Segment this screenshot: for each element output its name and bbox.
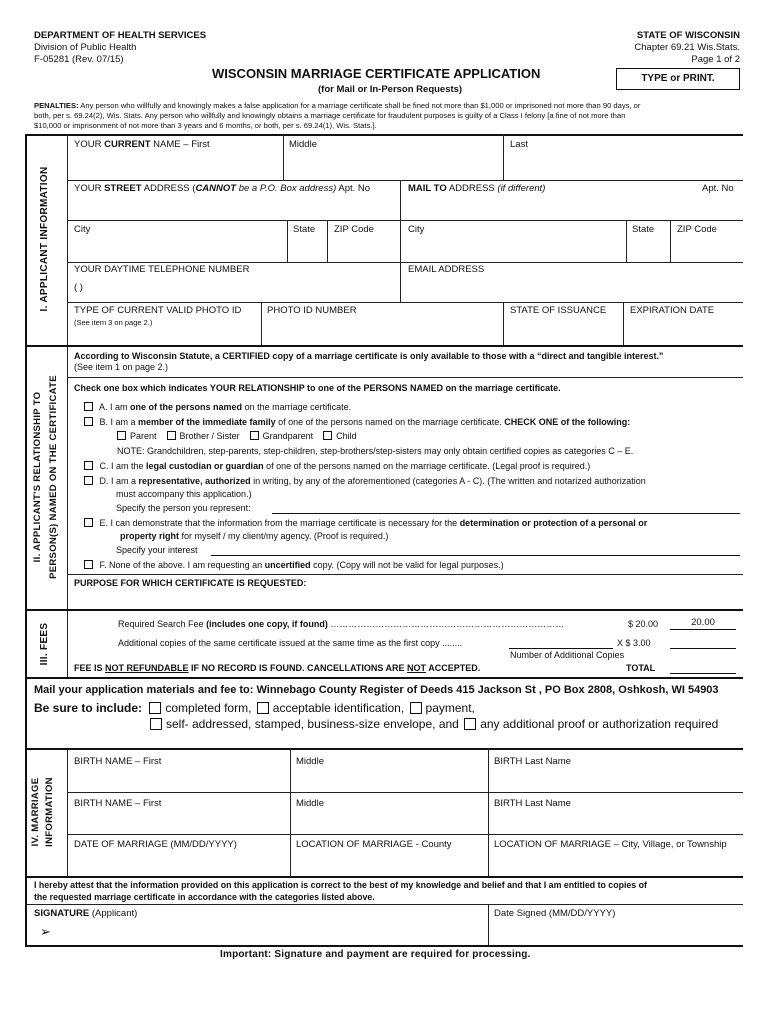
relationship-instruction: Check one box which indicates YOUR RELATIONSHIP to one of the PERSONS NAMED on the marriage certificate.: [74, 383, 561, 393]
option-b-checkbox[interactable]: [84, 417, 93, 426]
option-a-checkbox[interactable]: [84, 402, 93, 411]
section-4-label-2: INFORMATION: [44, 777, 55, 847]
option-d-row: [84, 476, 646, 486]
expiration-date-field[interactable]: [624, 318, 742, 344]
section-3-label: III. FEES: [39, 622, 50, 666]
additional-copies-label: Additional copies of the same certificate issued at the same time as the first copy ........: [118, 638, 463, 648]
option-a-row: [84, 402, 351, 412]
phone-field[interactable]: [68, 276, 398, 300]
signature-label: [34, 908, 137, 919]
phone-parens: ( ): [74, 282, 83, 293]
photo-id-note: (See item 3 on page 2.): [74, 318, 153, 327]
option-b-bold: member of the immediate family: [138, 417, 276, 427]
city-label: City: [74, 224, 91, 235]
mail-zip-label: ZIP Code: [677, 224, 717, 235]
birth-first-name-2-field[interactable]: [68, 810, 289, 832]
marriage-city-label: LOCATION OF MARRIAGE – City, Village, or Township: [494, 839, 727, 850]
payment-checkbox[interactable]: [410, 702, 422, 714]
photo-id-number-field[interactable]: [262, 318, 502, 344]
search-fee-total[interactable]: 20.00: [670, 617, 736, 630]
specify-interest-field[interactable]: [211, 554, 740, 556]
mail-to-address-field[interactable]: [402, 196, 742, 218]
current-name-field[interactable]: [68, 153, 742, 177]
option-e-bold: determination or protection of a personal or: [459, 518, 648, 528]
birth-first-name-1-label: BIRTH NAME – First: [74, 756, 162, 767]
birth-middle-name-2-field[interactable]: [291, 810, 487, 832]
street-prefix: YOUR: [74, 183, 105, 194]
street-address-label: [74, 183, 370, 194]
important-notice: Important: Signature and payment are required for processing.: [220, 949, 531, 960]
search-fee-pre: Required Search Fee: [118, 619, 207, 629]
birth-last-name-2-label: BIRTH Last Name: [494, 798, 571, 809]
mail-zip-field[interactable]: [671, 236, 742, 260]
option-d-bold: representative, authorized: [138, 476, 251, 486]
mail-city-field[interactable]: [402, 236, 625, 260]
include-row-1: [34, 701, 475, 715]
fee-pre: FEE IS: [74, 663, 106, 673]
form-subtitle: (for Mail or In-Person Requests): [318, 84, 463, 95]
option-e-row: [84, 518, 647, 528]
birth-last-name-2-field[interactable]: [489, 810, 742, 832]
specify-person-label: Specify the person you represent:: [116, 503, 251, 513]
include-row-2: [150, 717, 718, 731]
total-label: TOTAL: [626, 663, 656, 673]
photo-id-type-field[interactable]: [68, 328, 260, 344]
attestation-line-2: the requested marriage certificate in accordance with the categories listed above.: [34, 892, 375, 902]
option-f-pre: F. None of the above. I am requesting an: [99, 560, 265, 570]
mail-to-address-label: [408, 183, 545, 194]
option-b-pre: B. I am a: [99, 417, 139, 427]
penalties-text-2: both, per s. 69.24(2), Wis. Stats. Any person who willfully and knowingly obtains a marriage certificate for fraudulent purposes is guilty of a Class I felony [a fine of not more than: [34, 111, 626, 120]
option-e-line-2: [120, 531, 388, 541]
statute-text-1: According to Wisconsin Statute, a CERTIFIED copy of a marriage certificate is only available to those with a “direct and tangible interest.": [74, 351, 664, 361]
option-a-pre: A. I am: [99, 402, 131, 412]
specify-interest-label: Specify your interest: [116, 545, 198, 555]
identification-checkbox[interactable]: [257, 702, 269, 714]
grandparent-checkbox[interactable]: [250, 431, 259, 440]
additional-copies-count-field[interactable]: [509, 647, 613, 649]
purpose-field[interactable]: [68, 590, 742, 608]
zip-label: ZIP Code: [334, 224, 374, 235]
additional-copies-total-field[interactable]: [670, 647, 736, 649]
option-b-check-one: CHECK ONE of the following:: [504, 417, 631, 427]
photo-id-type-label: TYPE OF CURRENT VALID PHOTO ID: [74, 305, 242, 316]
completed-form-label: completed form,: [165, 701, 252, 715]
zip-field[interactable]: [328, 236, 399, 260]
mail-apt-label: Apt. No: [702, 183, 734, 194]
sibling-checkbox[interactable]: [167, 431, 176, 440]
family-options-row: [117, 431, 357, 441]
option-c-bold: legal custodian or guardian: [146, 461, 264, 471]
department-name: DEPARTMENT OF HEALTH SERVICES: [34, 30, 207, 41]
penalties-line-1: [34, 101, 640, 110]
mail-city-label: City: [408, 224, 425, 235]
chapter-ref: Chapter 69.21 Wis.Stats.: [634, 42, 740, 53]
form-number: F-05281 (Rev. 07/15): [34, 54, 124, 65]
mail-state-label: State: [632, 224, 655, 235]
mail-instructions: [34, 684, 719, 696]
photo-id-number-label: PHOTO ID NUMBER: [267, 305, 357, 316]
option-d-line-2: must accompany this application.): [116, 489, 252, 499]
division-name: Division of Public Health: [34, 42, 137, 53]
email-field[interactable]: [402, 276, 742, 300]
section-4-label-1: IV. MARRIAGE: [30, 777, 41, 847]
option-b-post: of one of the persons named on the marriage certificate.: [275, 417, 505, 427]
envelope-checkbox[interactable]: [150, 718, 162, 730]
option-f-post: copy. (Copy will not be valid for legal purposes.): [310, 560, 504, 570]
sibling-label: Brother / Sister: [179, 431, 240, 441]
street-rest: be a P.O. Box address): [236, 183, 337, 194]
street-cannot: CANNOT: [195, 183, 237, 194]
identification-label: acceptable identification,: [272, 701, 405, 715]
option-f-row: [84, 560, 504, 570]
signature-bold: SIGNATURE: [34, 908, 90, 919]
page-number: Page 1 of 2: [691, 54, 740, 65]
birth-middle-name-2-label: Middle: [296, 798, 324, 809]
birth-middle-name-1-label: Middle: [296, 756, 324, 767]
fee-not-refundable: NOT REFUNDABLE: [105, 663, 189, 673]
signature-field[interactable]: [60, 920, 486, 944]
fee-not: NOT: [407, 663, 427, 673]
child-label: Child: [336, 431, 357, 441]
option-c-row: [84, 461, 590, 471]
fee-refund-notice: [74, 663, 480, 673]
current-name-prefix: YOUR: [74, 139, 105, 150]
current-name-bold: CURRENT: [104, 139, 151, 150]
additional-proof-checkbox[interactable]: [464, 718, 476, 730]
mail-state-field[interactable]: [627, 236, 669, 260]
mail-address: Winnebago County Register of Deeds 415 Jackson St , PO Box 2808, Oshkosh, WI 54903: [256, 684, 719, 696]
marriage-city-field[interactable]: [489, 851, 742, 874]
mail-to-bold: MAIL TO: [408, 183, 447, 194]
parent-checkbox[interactable]: [117, 431, 126, 440]
option-d-pre: D. I am a: [99, 476, 139, 486]
state-of-issuance-label: STATE OF ISSUANCE: [510, 305, 607, 316]
additional-copies-price: X $ 3.00: [617, 638, 651, 648]
grandparent-label: Grandparent: [262, 431, 314, 441]
form-title: WISCONSIN MARRIAGE CERTIFICATE APPLICATION: [212, 66, 541, 81]
mail-instructions-pre: Mail your application materials and fee to:: [34, 684, 257, 696]
purpose-label: PURPOSE FOR WHICH CERTIFICATE IS REQUESTED:: [74, 578, 307, 588]
birth-middle-name-1-field[interactable]: [291, 768, 487, 790]
phone-label: YOUR DAYTIME TELEPHONE NUMBER: [74, 264, 250, 275]
option-b-row: [84, 417, 630, 427]
penalties-label: PENALTIES:: [34, 101, 79, 110]
additional-copies-note: Number of Additional Copies: [510, 650, 625, 660]
state-label: STATE OF WISCONSIN: [636, 30, 740, 41]
mail-to-rest: ADDRESS: [446, 183, 498, 194]
section-2-label-1: II. APPLICANT'S RELATIONSHIP TO: [32, 391, 43, 563]
option-c-checkbox[interactable]: [84, 461, 93, 470]
specify-interest-row: [116, 545, 198, 555]
birth-first-name-1-field[interactable]: [68, 768, 289, 790]
expiration-date-label: EXPIRATION DATE: [630, 305, 715, 316]
street-mid: ADDRESS (: [141, 183, 196, 194]
option-a-post: on the marriage certificate.: [242, 402, 352, 412]
type-print-box: TYPE or PRINT.: [616, 68, 740, 90]
option-d-post: in writing, by any of the aforementioned (categories A - C). (The written and notarized authorization: [250, 476, 646, 486]
email-label: EMAIL ADDRESS: [408, 264, 485, 275]
signature-arrow-icon: ➢: [40, 924, 51, 939]
current-name-suffix: NAME – First: [150, 139, 210, 150]
option-a-bold: one of the persons named: [130, 402, 243, 412]
fee-post: ACCEPTED.: [426, 663, 481, 673]
street-address-field[interactable]: [68, 196, 398, 218]
section-2-label-2: PERSON(S) NAMED ON THE CERTIFICATE: [48, 375, 59, 579]
specify-person-field[interactable]: [272, 512, 740, 514]
marriage-date-field[interactable]: [68, 851, 289, 874]
fee-mid: IF NO RECORD IS FOUND. CANCELLATIONS ARE: [188, 663, 408, 673]
state-of-issuance-field[interactable]: [504, 318, 622, 344]
penalties-text-1: Any person who willfully and knowingly makes a false application for a marriage certificate shall be fined not more than $1,000 or imprisoned not more than 90 days, or: [80, 101, 641, 110]
option-c-post: of one of the persons named on the marriage certificate. (Legal proof is required.): [263, 461, 591, 471]
grandchildren-note: NOTE: Grandchildren, step-parents, step-children, step-brothers/step-sisters may only obtain certified copies as categories C – E.: [117, 446, 634, 456]
state-field[interactable]: [288, 236, 326, 260]
option-e-pre: E. I can demonstrate that the information from the marriage certificate is necessary for the: [99, 518, 460, 528]
marriage-county-label: LOCATION OF MARRIAGE - County: [296, 839, 452, 850]
signature-rest: (Applicant): [89, 908, 138, 919]
section-1-label: I. APPLICANT INFORMATION: [39, 166, 50, 312]
include-label: Be sure to include:: [34, 701, 143, 715]
additional-proof-label: any additional proof or authorization required: [480, 717, 719, 731]
state-field-label: State: [293, 224, 316, 235]
option-e-checkbox[interactable]: [84, 518, 93, 527]
street-apt-label: Apt. No: [338, 183, 371, 194]
marriage-county-field[interactable]: [291, 851, 487, 874]
specify-person-row: [116, 503, 251, 513]
search-fee-row: [118, 619, 564, 629]
parent-label: Parent: [130, 431, 157, 441]
search-fee-bold: (includes one copy, if found): [206, 619, 328, 629]
total-field[interactable]: [670, 672, 736, 674]
option-c-pre: C. I am the: [99, 461, 147, 471]
city-field[interactable]: [68, 236, 286, 260]
child-checkbox[interactable]: [323, 431, 332, 440]
payment-label: payment,: [425, 701, 475, 715]
option-f-checkbox[interactable]: [84, 560, 93, 569]
penalties-text-3: $10,000 or imprisonment of not more than 3 years and 6 months, or both, per s. 69.24(1), Wis. Stats.].: [34, 121, 377, 130]
marriage-date-label: DATE OF MARRIAGE (MM/DD/YYYY): [74, 839, 237, 850]
option-f-bold: uncertified: [264, 560, 311, 570]
birth-last-name-1-label: BIRTH Last Name: [494, 756, 571, 767]
option-d-checkbox[interactable]: [84, 476, 93, 485]
completed-form-checkbox[interactable]: [149, 702, 161, 714]
birth-first-name-2-label: BIRTH NAME – First: [74, 798, 162, 809]
envelope-label: self- addressed, stamped, business-size envelope, and: [166, 717, 459, 731]
current-last-name-label: Last: [510, 139, 528, 150]
date-signed-field[interactable]: [489, 920, 742, 944]
date-signed-label: Date Signed (MM/DD/YYYY): [494, 908, 616, 919]
statute-text-2: (See item 1 on page 2.): [74, 362, 169, 372]
option-e-bold-2: property right: [120, 531, 180, 541]
current-first-name-label: [74, 139, 210, 150]
attestation-line-1: I hereby attest that the information provided on this application is correct to the best of my knowledge and belief and that I am entitled to copies of: [34, 880, 647, 890]
search-fee-amount: $ 20.00: [628, 619, 659, 629]
current-middle-name-label: Middle: [289, 139, 317, 150]
option-e-post-2: for myself / my client/my agency. (Proof is required.): [179, 531, 389, 541]
mail-to-italic: (if different): [497, 183, 546, 194]
birth-last-name-1-field[interactable]: [489, 768, 742, 790]
search-fee-dots: ……………………………………………………………………: [327, 619, 565, 629]
street-bold: STREET: [104, 183, 142, 194]
